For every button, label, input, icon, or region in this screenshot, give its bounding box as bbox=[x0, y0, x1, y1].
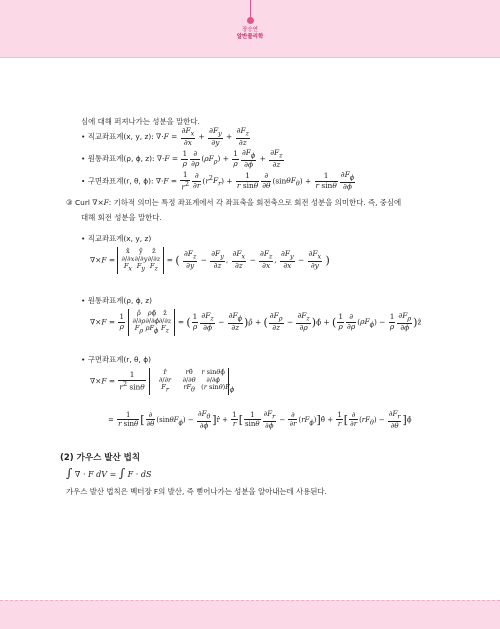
curl-spherical-heading: • 구면좌표계(r, θ, ϕ) bbox=[81, 355, 152, 364]
header-book-title: 알반물리학 bbox=[236, 34, 264, 40]
curl-word: Curl bbox=[75, 198, 90, 207]
curl-cartesian-label: 직교좌표계(x, y, z) bbox=[87, 234, 152, 243]
div-spherical-line: • 구면좌표계(r, θ, ϕ): ∇·F = $\frac{1}{r^2}$ $\frac{\partial}{\partial r}$ $(r^2F_r)$ + $\frac{1}{\text{r sinθ}}$ $\frac{\partial}{\partial\theta}$ (sinθF$_\theta$) + $\frac{1}{\text{r sinθ}}$ $\frac{\partial F_\phi}{\partial\phi}$ bbox=[81, 170, 355, 191]
curl-cartesian-determinant: x̂ ŷ ẑ ∂/∂x∂/∂y∂/∂z $F_x$ $F_y$ $F_z$ bbox=[117, 247, 164, 274]
curl-number: ③ bbox=[66, 198, 73, 207]
curl-desc-1: : 기하적 의미는 특정 좌표계에서 각 좌표축을 회전축으로 회전 성분을 의미한다. 즉, 중심에 bbox=[108, 198, 402, 207]
div-cylindrical-label: 원통좌표계(ρ, ϕ, z) bbox=[87, 154, 153, 164]
curl-desc-2: 대해 회전 성분을 말한다. bbox=[81, 213, 162, 222]
curl-cartesian-formula: ∇×F = x̂ ŷ ẑ ∂/∂x∂/∂y∂/∂z $F_x$ $F_y$ $F_z$ = ( $\frac{\partial F_z}{\partial y}$ − $\frac{\partial F_y}{\partial z}$ , $\frac{\partial F_x}{\partial z}$ − $\frac{\partial F_z}{\partial x}$ , $\frac{\partial F_y}{\partial x}$ − $\frac{\partial F_x}{\partial y}$ ) bbox=[90, 247, 330, 273]
curl-cylindrical-determinant: ρ̂ ρϕ̂ ẑ ∂/∂ρ∂/∂ϕ∂/∂z $F_\rho$ $\rho F_\phi$ $F_z$ bbox=[128, 309, 175, 336]
curl-cartesian-heading: • 직교좌표계(x, y, z) bbox=[81, 234, 152, 243]
curl-spherical-formula-2: = $\frac{1}{\text{r sinθ}}$ [ $\frac{\partial}{\partial\theta}$ (sinθF$_\phi$) − $\frac{\partial F_\theta}{\partial\phi}$ ]r̂ + $\frac{1}{r}$ [ $\frac{1}{\sin\theta}$ $\frac{\partial F_r}{\partial\phi}$ − $\frac{\partial}{\partial r}$ $(rF_\phi)]\thetâ$ + $\frac{1}{r}$ [ $\frac{\partial}{\partial r}$ $(rF_\theta)$ − $\frac{\partial F_r}{\partial\theta}$ ]ϕ̂ bbox=[108, 410, 412, 430]
curl-cylindrical-heading: • 원통좌표계(ρ, ϕ, z) bbox=[81, 296, 153, 305]
div-cartesian-label: 직교좌표계(x, y, z) bbox=[87, 132, 152, 142]
div-cylindrical-line: • 원통좌표계(ρ, ϕ, z): ∇·F = $\frac{1}{\rho}$ $\frac{\partial}{\partial\rho}$ $(\rho F_\rho)$ + $\frac{1}{\rho}$ $\frac{\partial F_\phi}{\partial\phi}$ + $\frac{\partial F_z}{\partial z}$ bbox=[81, 148, 283, 169]
curl-intro-line1: ③ Curl ∇×F: 기하적 의미는 특정 좌표계에서 각 좌표축을 회전축으로 회전 성분을 의미한다. 즉, 중심에 bbox=[66, 198, 402, 207]
footer-dashed-line bbox=[0, 600, 500, 601]
page-footer-band bbox=[0, 600, 500, 629]
div-spherical-label: 구면좌표계(r, θ, ϕ) bbox=[87, 176, 152, 186]
header-marker-dot bbox=[247, 17, 254, 24]
header-author: 장승연 bbox=[242, 27, 258, 33]
curl-spherical-label: 구면좌표계(r, θ, ϕ) bbox=[87, 355, 152, 364]
curl-cylindrical-formula: ∇×F = $\frac{1}{\rho}$ ρ̂ ρϕ̂ ẑ ∂/∂ρ∂/∂ϕ∂/∂z $F_\rho$ $\rho F_\phi$ $F_z$ = ( $\frac{1}{\rho}$ $\frac{\partial F_z}{\partial\phi}$ − $\frac{\partial F_\phi}{\partial z}$ )ρ̂ + ( $\frac{\partial F_\rho}{\partial z}$ − $\frac{\partial F_z}{\partial\rho}$ )ϕ̂ + ( $\frac{1}{\rho}$ $\frac{\partial}{\partial\rho}$ $(\rho F_\phi)$ − $\frac{1}{\rho}$ $\frac{\partial F_\rho}{\partial\phi}$ )ẑ bbox=[90, 309, 422, 335]
header-marker-line bbox=[250, 0, 251, 18]
gauss-formula: ∫ ∇ · F dV = ∫ F · dS bbox=[66, 466, 152, 480]
curl-cylindrical-label: 원통좌표계(ρ, ϕ, z) bbox=[87, 296, 153, 305]
curl-spherical-formula-1: ∇×F = $\frac{1}{r^2 \sin\theta}$ r̂ rθ̂ r sinθϕ̂ ∂/∂r ∂/∂θ ∂/∂ϕ $F_r$ $rF_\theta$ (r $\sin\theta)F_\phi$ bbox=[90, 368, 235, 394]
div-cartesian-line: • 직교좌표계(x, y, z): ∇·F = $\frac{\partial F_x}{\partial x}$ + $\frac{\partial F_y}{\partial y}$ + $\frac{\partial F_z}{\partial z}$ bbox=[81, 126, 249, 147]
gauss-heading: (2) 가우스 발산 법칙 bbox=[60, 453, 141, 463]
curl-spherical-determinant: r̂ rθ̂ r sinθϕ̂ ∂/∂r ∂/∂θ ∂/∂ϕ $F_r$ $rF_\theta$ (r $\sin\theta)F_\phi$ bbox=[149, 368, 229, 395]
gauss-description: 가우스 발산 법칙은 벡터장 F의 발산, 즉 뻗어나가는 성분을 알아내는데 사용된다. bbox=[66, 487, 327, 496]
intro-text: 심에 대해 퍼져나가는 성분을 말한다. bbox=[81, 117, 200, 126]
